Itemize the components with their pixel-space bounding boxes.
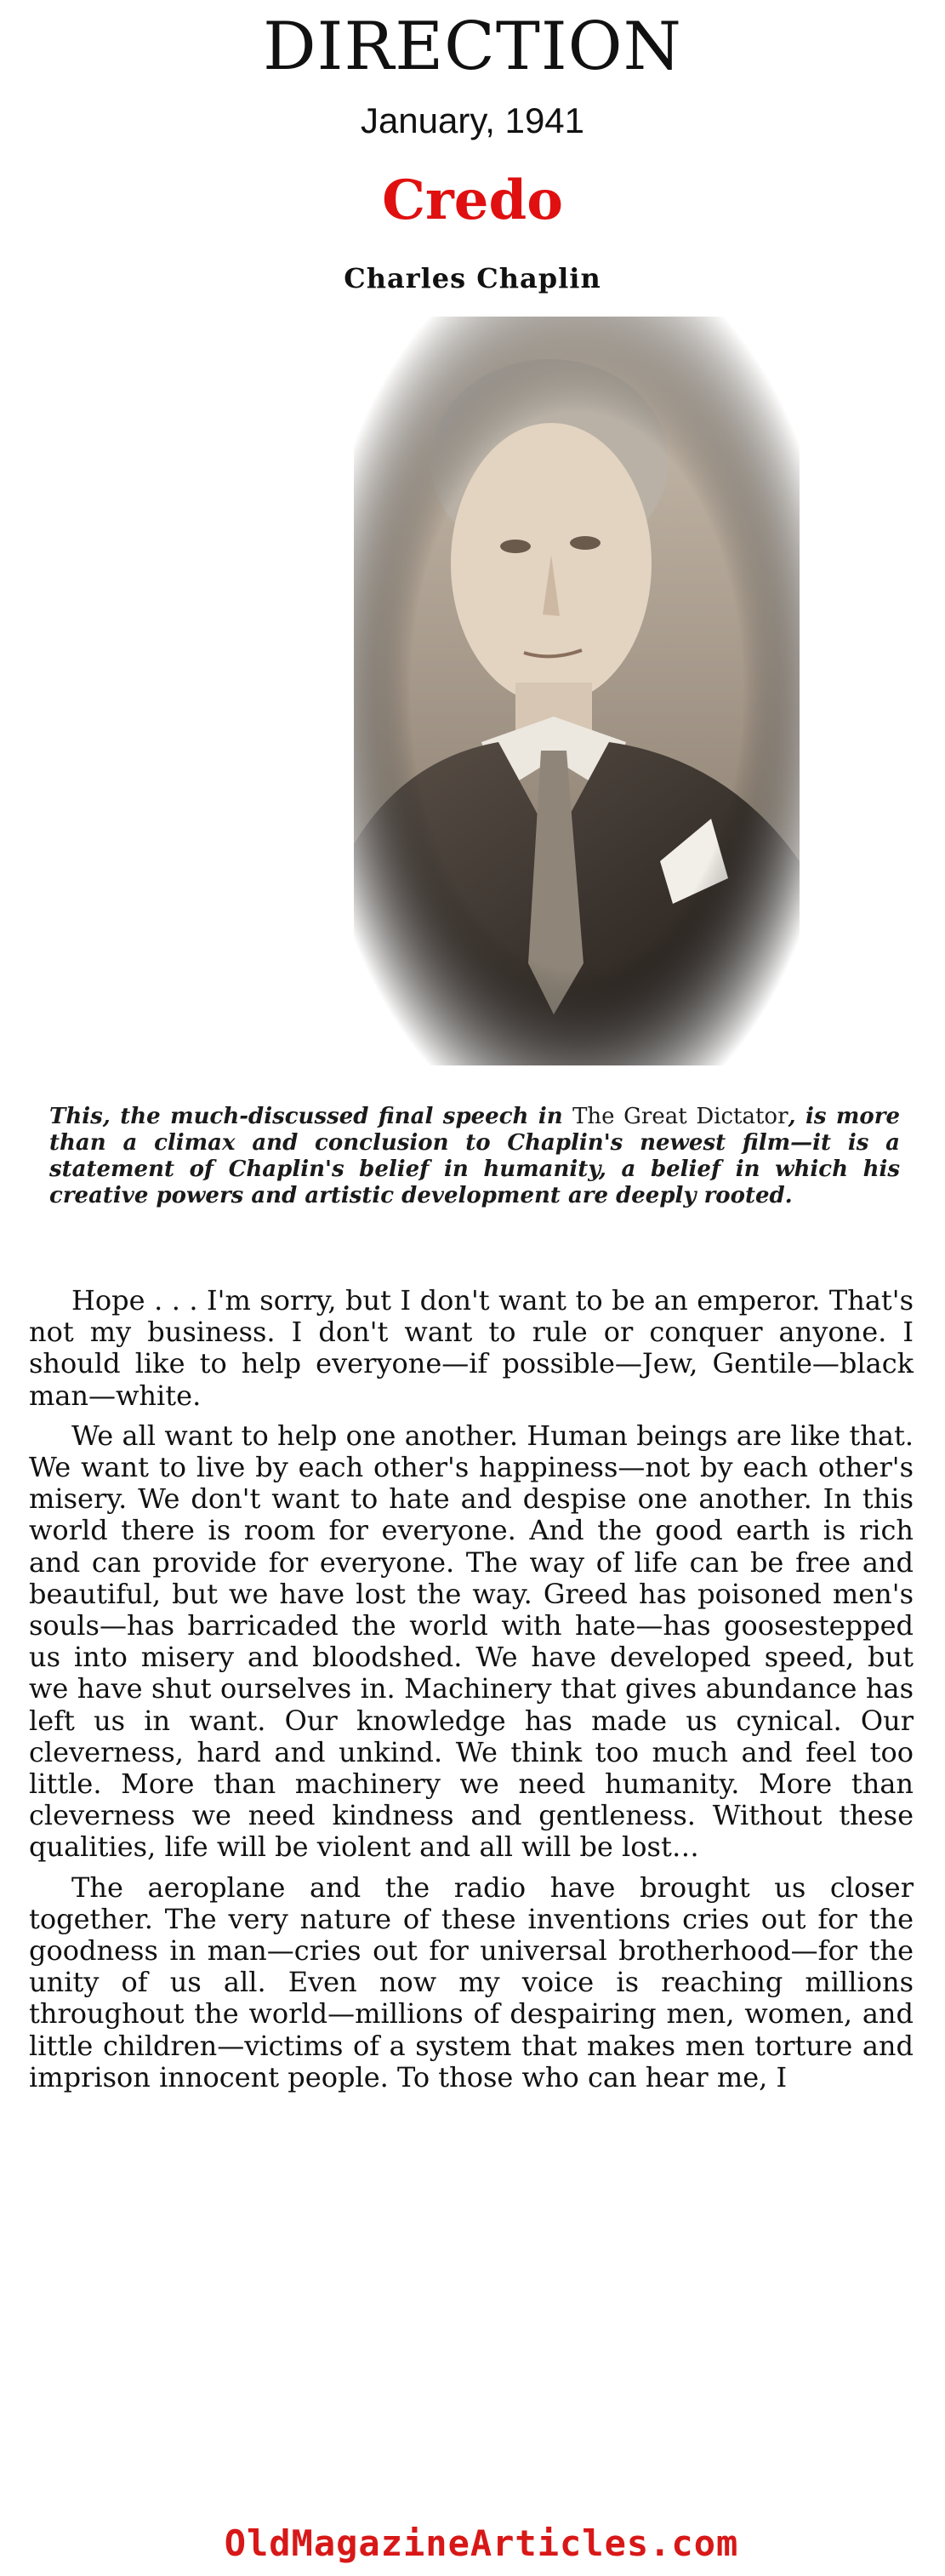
paragraph-1: Hope . . . I'm sorry, but I don't want to be an emperor. That's not my business. I don't want to rule or conquer anyone. I should like to help everyone—if possible—Jew, Gentile—black man—white.: [29, 1284, 914, 1412]
photo-caption: [49, 1104, 900, 1209]
caption-film-title: The Great Dictator: [572, 1104, 788, 1129]
article-body: [29, 1285, 914, 2102]
author-portrait-photo: [354, 317, 800, 1065]
article-title: Credo: [382, 168, 563, 232]
caption-rest: , is more than a climax and conclusion to Chaplin's newest film—it is a statement of Chaplin's belief in humanity, a belief in which his creative powers and artistic development are deeply rooted.: [49, 1104, 901, 1208]
issue-date: January, 1941: [360, 100, 585, 140]
magazine-masthead: DIRECTION: [263, 9, 682, 85]
site-footer: [0, 2519, 945, 2576]
caption-lead: This, the much-discussed final speech in: [49, 1104, 563, 1129]
site-watermark-link[interactable]: OldMagazineArticles.com: [224, 2522, 739, 2564]
paragraph-2: We all want to help one another. Human beings are like that. We want to live by each other's happiness—not by each other's misery. We don't want to hate and despise one another. In this world there is room for everyone. And the good earth is rich and can provide for everyone. The way of life can be free and beautiful, but we have lost the way. Greed has poisoned men's souls—has barricaded the world with hate—has goosestepped us into misery and bloodshed. We have developed speed, but we have shut ourselves in. Machinery that gives abundance has left us in want. Our knowledge has made us cynical. Our cleverness, hard and unkind. We think too much and feel too little. More than machinery we need humanity. More than cleverness we need kindness and gentleness. Without these qualities, life will be violent and all will be lost…: [29, 1419, 914, 1864]
article-author: Charles Chaplin: [344, 262, 601, 294]
paragraph-3: The aeroplane and the radio have brought us closer together. The very nature of these inventions cries out for the goodness in man—cries out for universal brotherhood—for the unity of us all. Even now my voice is reaching millions throughout the world—millions of despairing men, women, and little children—victims of a system that makes men torture and imprison innocent people. To those who can hear me, I: [29, 1871, 914, 2093]
